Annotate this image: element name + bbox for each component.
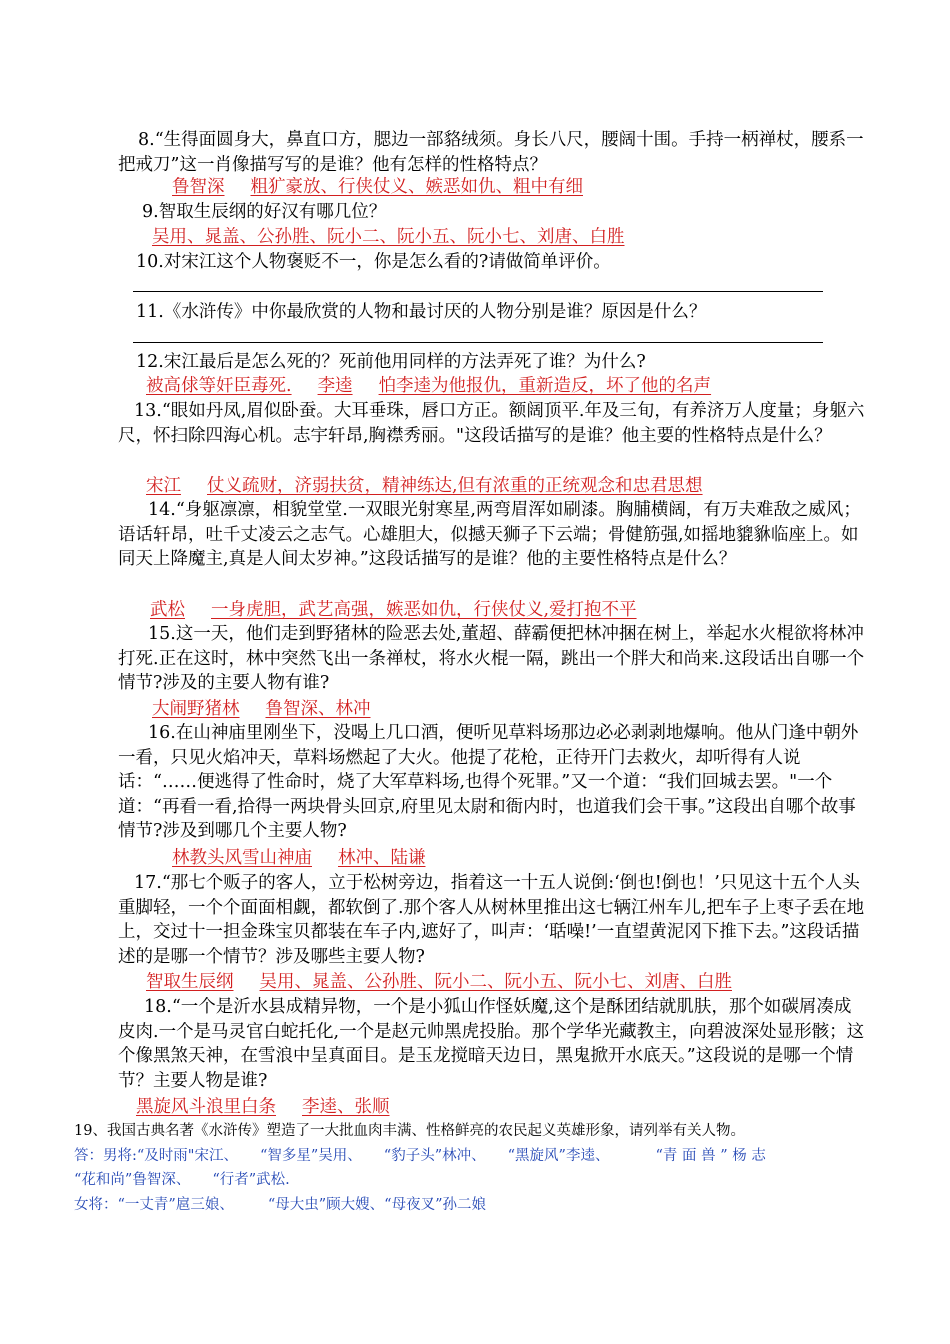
answer-16-episode: 林教头风雪山神庙 bbox=[172, 848, 312, 868]
question-13: 13.“眼如丹凤,眉似卧蚕。大耳垂珠，唇口方正。额阔顶平.年及三旬，有养济万人度量；身躯六尺，怀扫除四海心机。志宇轩昂,胸襟秀丽。"这段话描写的是谁？他主要的性格特点是什么？ bbox=[118, 401, 865, 446]
question-19: 19、我国古典名著《水浒传》塑造了一大批血肉丰满、性格鲜亮的农民起义英雄形象，请列举有关人物。 bbox=[74, 1123, 745, 1139]
answer-8-name: 鲁智深 bbox=[172, 177, 225, 197]
answer-19-item: “母大虫”顾大嫂、“母夜叉”孙二娘 bbox=[267, 1197, 486, 1213]
answer-19-item: “豹子头”林冲、 bbox=[383, 1148, 486, 1164]
answer-18-people: 李逵、张顺 bbox=[302, 1097, 390, 1117]
question-9: 9.智取生辰纲的好汉有哪几位？ bbox=[142, 202, 387, 222]
question-14: 14.“身躯凛凛，相貌堂堂.一双眼光射寒星,两弯眉浑如刷漆。胸脯横阔，有万夫难敌之威风；语话轩昂，吐千丈凌云之志气。心雄胆大，似撼天狮子下云端；骨健筋强,如摇地貔貅临座上。如同天上降魔主,真是人间太岁神。”这段话描写的是谁？他的主要性格特点是什么？ bbox=[118, 500, 861, 569]
answer-17-people: 吴用、晁盖、公孙胜、阮小二、阮小五、阮小七、刘唐、白胜 bbox=[259, 972, 732, 992]
answer-9-text: 吴用、晁盖、公孙胜、阮小二、阮小五、阮小七、刘唐、白胜 bbox=[152, 227, 625, 247]
answer-14 bbox=[150, 598, 637, 622]
answer-16 bbox=[172, 846, 426, 870]
answer-15-people: 鲁智深、林冲 bbox=[265, 699, 371, 719]
answer-12-cause: 被高俅等奸臣毒死. bbox=[146, 376, 292, 396]
answer-19-item: “行者”武松. bbox=[212, 1172, 290, 1188]
answer-18-episode: 黑旋风斗浪里白条 bbox=[136, 1097, 276, 1117]
answer-18 bbox=[136, 1095, 390, 1119]
answer-14-name: 武松 bbox=[150, 600, 185, 620]
answer-19-line-3 bbox=[74, 1194, 486, 1216]
answer-19-item: “青 面 兽 ” 杨 志 bbox=[655, 1148, 766, 1164]
answer-9 bbox=[152, 225, 625, 249]
question-11: 11.《水浒传》中你最欣赏的人物和最讨厌的人物分别是谁？原因是什么？ bbox=[136, 302, 707, 322]
question-10: 10.对宋江这个人物褒贬不一，你是怎么看的?请做简单评价。 bbox=[136, 252, 611, 272]
answer-13-name: 宋江 bbox=[146, 476, 181, 496]
answer-19-item: “黑旋风”李逵、 bbox=[507, 1148, 610, 1164]
answer-17-episode: 智取生辰纲 bbox=[146, 972, 234, 992]
question-18: 18.“一个是沂水县成精异物，一个是小狐山作怪妖魔,这个是酥团结就肌肤，那个如碳屑凑成皮肉.一个是马灵官白蛇托化,一个是赵元帅黑虎投胎。那个学华光藏教主，向碧波深处显形骸；这个像黑煞天神，在雪浪中呈真面目。是玉龙搅暗天边日，黑鬼掀开水底天。”这段说的是哪一个情节？主要人物是谁? bbox=[118, 997, 865, 1091]
answer-8-traits: 粗犷豪放、行侠仗义、嫉恶如仇、粗中有细 bbox=[250, 177, 583, 197]
answer-line-11 bbox=[133, 342, 823, 343]
answer-15 bbox=[152, 697, 371, 721]
answer-line-10 bbox=[133, 291, 823, 292]
answer-16-people: 林冲、陆谦 bbox=[338, 848, 426, 868]
answer-12-victim: 李逵 bbox=[317, 376, 353, 396]
answer-13-traits: 仗义疏财，济弱扶贫，精神练达,但有浓重的正统观念和忠君思想 bbox=[207, 476, 703, 496]
answer-17 bbox=[146, 970, 732, 994]
answer-19-item: “花和尚”鲁智深、 bbox=[74, 1172, 191, 1188]
answer-15-episode: 大闹野猪林 bbox=[152, 699, 240, 719]
question-15: 15.这一天，他们走到野猪林的险恶去处,董超、薛霸便把林冲捆在树上，举起水火棍欲将林冲打死.正在这时，林中突然飞出一条禅杖，将水火棍一隔，跳出一个胖大和尚来.这段话出自哪一个情节?涉及的主要人物有谁? bbox=[118, 624, 865, 693]
answer-19-item: 答：男将:“及时雨"宋江、 bbox=[74, 1148, 238, 1164]
answer-19-item: 女将：“一丈青”扈三娘、 bbox=[74, 1197, 234, 1213]
answer-19-line-2 bbox=[74, 1169, 290, 1191]
answer-19-item: “智多星”吴用、 bbox=[259, 1148, 362, 1164]
question-17: 17.“那七个贩子的客人，立于松树旁边，指着这一十五人说倒:‘倒也!倒也！’只见这十五个人头重脚轻，一个个面面相觑，都软倒了.那个客人从树林里推出这七辆江州车儿,把车子上枣子丢在地上，交过十一担金珠宝贝都装在车子内,遮好了，叫声：‘聒噪!’一直望黄泥冈下推下去。”这段话描述的是哪一个情节？涉及哪些主要人物? bbox=[118, 873, 865, 967]
question-12: 12.宋江最后是怎么死的？死前他用同样的方法弄死了谁？为什么? bbox=[136, 352, 646, 372]
question-8: 8.“生得面圆身大，鼻直口方，腮边一部貉绒须。身长八尺，腰阔十围。手持一柄禅杖，腰系一把戒刀”这一肖像描写写的是谁？他有怎样的性格特点？ bbox=[118, 130, 864, 175]
answer-14-traits: 一身虎胆，武艺高强，嫉恶如仇，行侠仗义,爱打抱不平 bbox=[211, 600, 637, 620]
question-16: 16.在山神庙里刚坐下，没喝上几口酒，便听见草料场那边必必剥剥地爆响。他从门逢中朝外一看，只见火焰冲天，草料场燃起了大火。他提了花枪，正待开门去救火，却听得有人说话：“……便逃得了性命时，烧了大军草料场,也得个死罪。”又一个道：“我们回城去罢。"一个道：“再看一看,拾得一两块骨头回京,府里见太尉和衙内时，也道我们会干事。”这段出自哪个故事情节?涉及到哪几个主要人物? bbox=[118, 723, 859, 841]
answer-8 bbox=[172, 175, 583, 199]
answer-13 bbox=[146, 474, 703, 498]
answer-12 bbox=[146, 374, 711, 398]
answer-12-reason: 怕李逵为他报仇，重新造反，坏了他的名声 bbox=[378, 376, 712, 396]
answer-19-line-1 bbox=[74, 1145, 766, 1167]
